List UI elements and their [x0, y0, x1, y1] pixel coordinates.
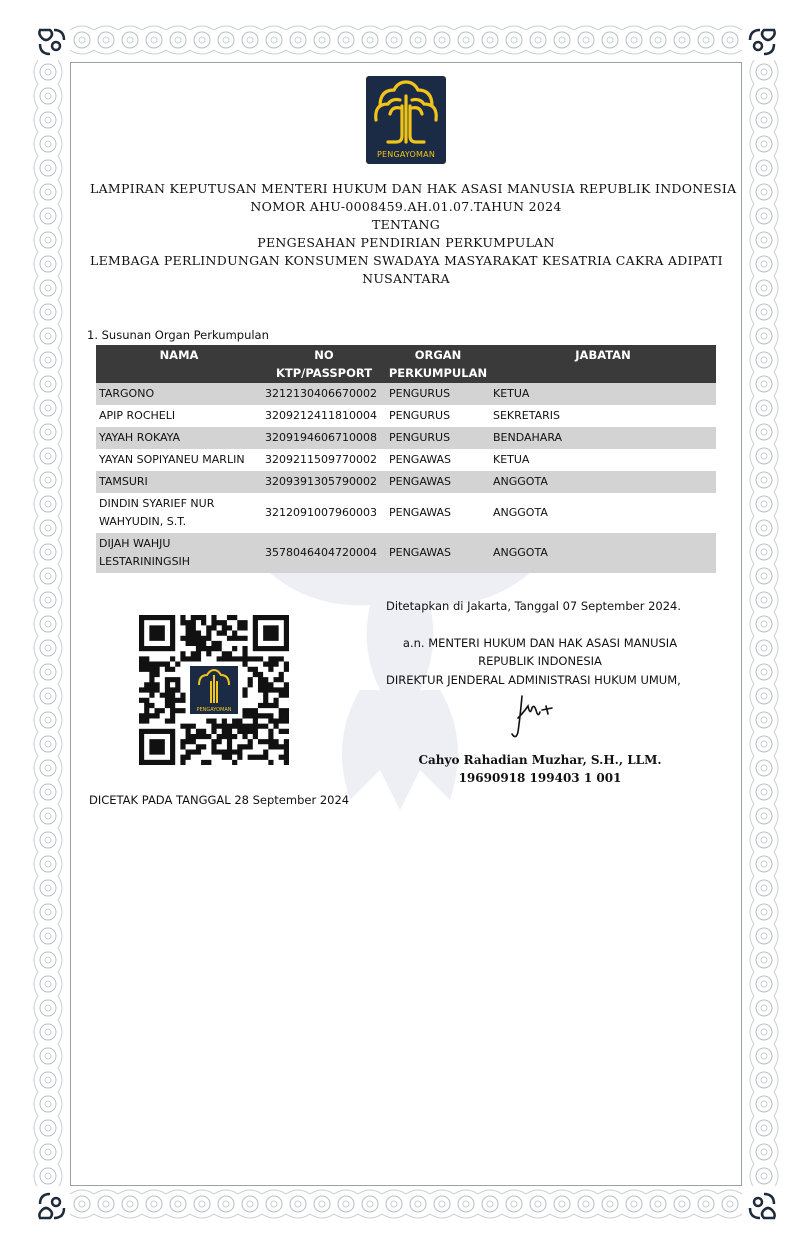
header-line: LAMPIRAN KEPUTUSAN MENTERI HUKUM DAN HAK ASASI MANUSIA REPUBLIK INDONESIA	[90, 181, 737, 196]
table-header-row	[96, 345, 716, 383]
cell-nama: APIP ROCHELI	[96, 405, 262, 427]
pengayoman-logo	[366, 76, 446, 164]
cell-organ: PENGAWAS	[386, 533, 490, 573]
cell-no: 3209212411810004	[262, 405, 386, 427]
handwritten-signature	[508, 688, 568, 744]
corner-ornament-icon	[36, 26, 68, 58]
cell-organ: PENGURUS	[386, 427, 490, 449]
cell-jabatan: KETUA	[490, 383, 716, 405]
qr-code	[139, 615, 289, 765]
issued-date: Ditetapkan di Jakarta, Tanggal 07 September 2024.	[386, 599, 682, 613]
cell-nama: TAMSURI	[96, 471, 262, 493]
column-header-nama: NAMA	[96, 345, 262, 383]
cell-nama: TARGONO	[96, 383, 262, 405]
column-header-jabatan: JABATAN	[490, 345, 716, 383]
cell-organ: PENGURUS	[386, 383, 490, 405]
header-line: PENGESAHAN PENDIRIAN PERKUMPULAN	[257, 235, 555, 250]
table-row	[96, 449, 716, 471]
cell-nama: YAYAN SOPIYANEU MARLIN	[96, 449, 262, 471]
corner-ornament-icon	[746, 26, 778, 58]
cell-organ: PENGAWAS	[386, 493, 490, 533]
header-line: LEMBAGA PERLINDUNGAN KONSUMEN SWADAYA MASYARAKAT KESATRIA CAKRA ADIPATI	[90, 253, 723, 268]
on-behalf-of: a.n. MENTERI HUKUM DAN HAK ASASI MANUSIA REPUBLIK INDONESIA	[402, 636, 678, 668]
cell-organ: PENGAWAS	[386, 449, 490, 471]
logo-caption: PENGAYOMAN	[376, 150, 436, 159]
table-row	[96, 493, 716, 533]
printed-date: DICETAK PADA TANGGAL 28 September 2024	[89, 793, 350, 807]
document-header	[90, 180, 737, 288]
qr-code-icon	[139, 615, 289, 765]
svg-text:PENGAYOMAN: PENGAYOMAN	[196, 707, 232, 713]
cell-nama: DIJAH WAHJU LESTARININGSIH	[96, 533, 262, 573]
cell-jabatan: ANGGOTA	[490, 471, 716, 493]
cell-jabatan: ANGGOTA	[490, 493, 716, 533]
table-row	[96, 405, 716, 427]
table-row	[96, 533, 716, 573]
cell-no: 3578046404720004	[262, 533, 386, 573]
cell-no: 3209391305790002	[262, 471, 386, 493]
decorative-border-left	[30, 60, 66, 1186]
cell-nama: DINDIN SYARIEF NUR WAHYUDIN, S.T.	[96, 493, 262, 533]
signer-nip: 19690918 199403 1 001	[458, 771, 622, 785]
signer	[380, 751, 700, 787]
column-header-no: NO KTP/PASSPORT	[262, 345, 386, 383]
table-row	[96, 383, 716, 405]
table-row	[96, 471, 716, 493]
director-title: DIREKTUR JENDERAL ADMINISTRASI HUKUM UMUM,	[386, 673, 681, 687]
cell-jabatan: ANGGOTA	[490, 533, 716, 573]
cell-no: 3212130406670002	[262, 383, 386, 405]
cell-no: 3209194606710008	[262, 427, 386, 449]
header-line: NOMOR AHU-0008459.AH.01.07.TAHUN 2024	[250, 199, 562, 214]
header-line: TENTANG	[371, 217, 441, 232]
decorative-border-top	[70, 22, 742, 58]
cell-organ: PENGAWAS	[386, 471, 490, 493]
cell-jabatan: SEKRETARIS	[490, 405, 716, 427]
corner-ornament-icon	[36, 1190, 68, 1222]
cell-no: 3209211509770002	[262, 449, 386, 471]
signer-name: Cahyo Rahadian Muzhar, S.H., LLM.	[418, 753, 662, 767]
cell-jabatan: KETUA	[490, 449, 716, 471]
cell-nama: YAYAH ROKAYA	[96, 427, 262, 449]
table-row	[96, 427, 716, 449]
qr-center-logo	[187, 663, 241, 717]
decorative-border-bottom	[70, 1186, 742, 1222]
organ-table	[96, 345, 716, 573]
corner-ornament-icon	[746, 1190, 778, 1222]
section-title: 1. Susunan Organ Perkumpulan	[87, 328, 269, 342]
cell-no: 3212091007960003	[262, 493, 386, 533]
decorative-border-right	[746, 60, 782, 1186]
column-header-organ: ORGAN PERKUMPULAN	[386, 345, 490, 383]
pengayoman-tree-icon	[366, 76, 446, 146]
header-line: NUSANTARA	[362, 271, 450, 286]
cell-organ: PENGURUS	[386, 405, 490, 427]
cell-jabatan: BENDAHARA	[490, 427, 716, 449]
